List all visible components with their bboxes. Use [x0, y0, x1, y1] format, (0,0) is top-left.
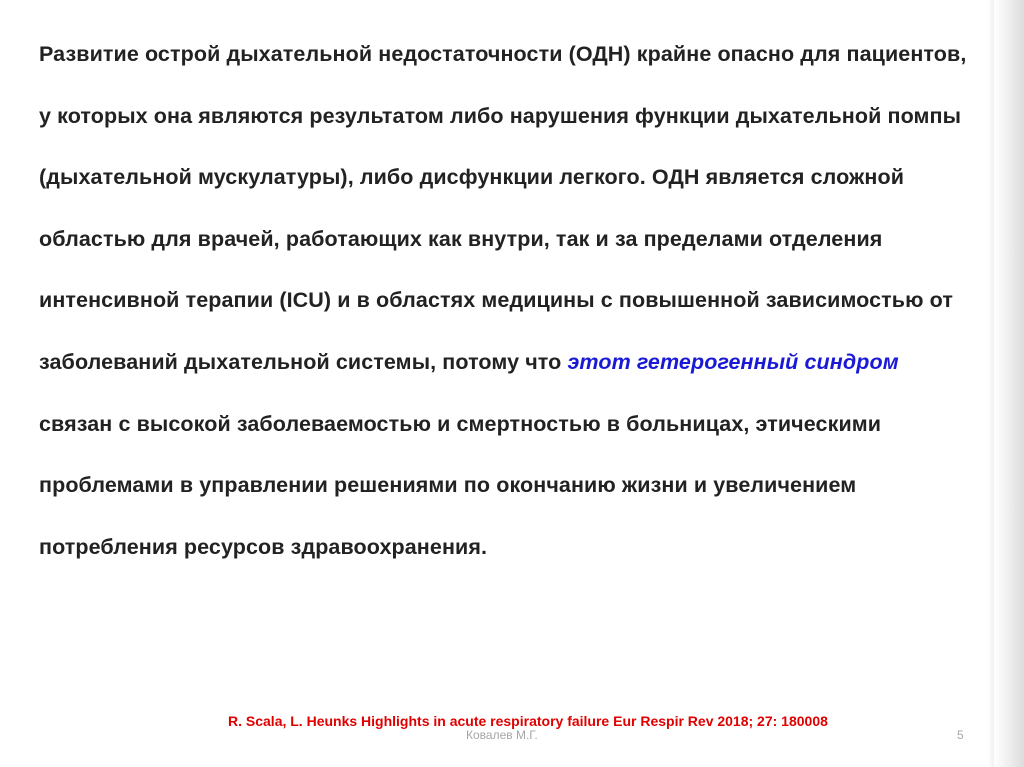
paragraph-text-after: связан с высокой заболеваемостью и смертностью в больницах, этическими проблемами в управлении решениями по окончанию жизни и увеличением потребления ресурсов здравоохранения.: [39, 411, 882, 559]
footer-author: Ковалев М.Г.: [466, 728, 538, 742]
slide-body-paragraph: [39, 24, 974, 578]
slide-number: 5: [957, 728, 964, 742]
highlighted-phrase: этот гетерогенный синдром: [567, 349, 899, 374]
page-curl-edge: [994, 0, 1024, 767]
citation-reference: R. Scala, L. Heunks Highlights in acute respiratory failure Eur Respir Rev 2018; 27: 180008: [228, 713, 828, 729]
paragraph-text-before: Развитие острой дыхательной недостаточности (ОДН) крайне опасно для пациентов, у которых она являются результатом либо нарушения функции дыхательной помпы (дыхательной мускулатуры), либо дисфункции легкого. ОДН является сложной областью для врачей, работающих как внутри, так и за пределами отделения интенсивной терапии (ICU) и в областях медицины с повышенной зависимостью от заболеваний дыхательной системы, потому что: [39, 42, 967, 374]
